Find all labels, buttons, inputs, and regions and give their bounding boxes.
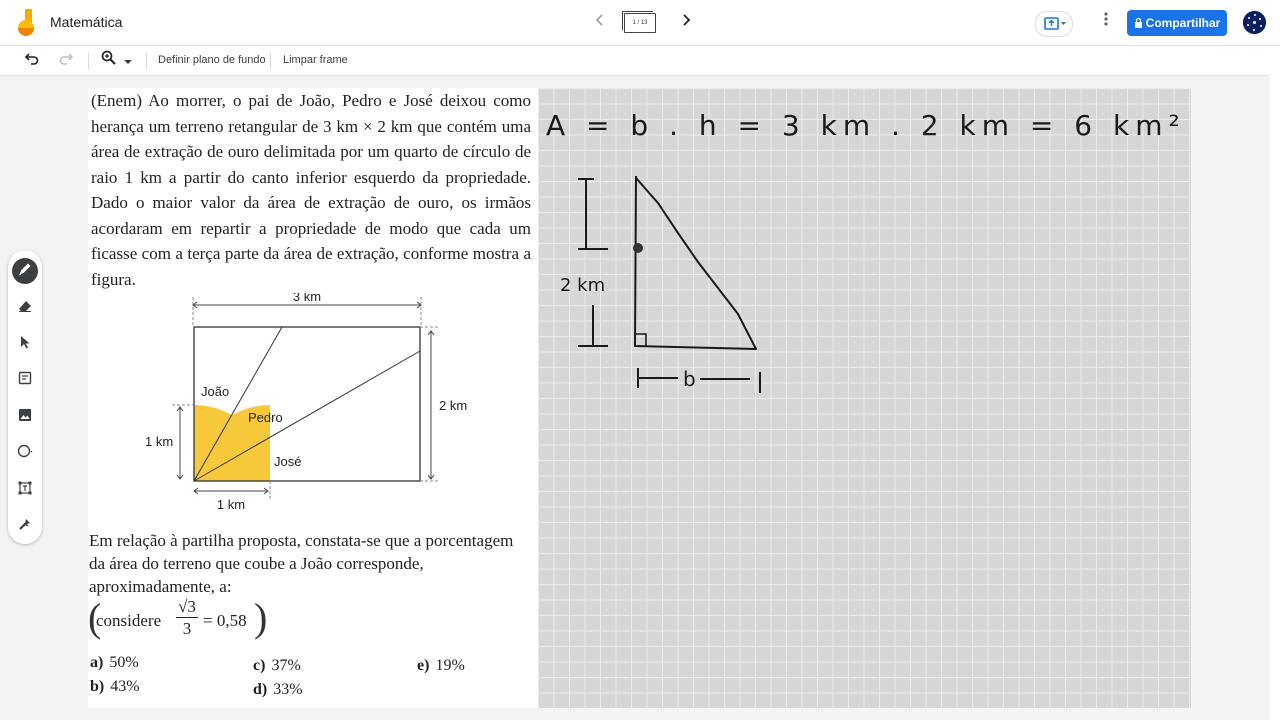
pointer-arrow-icon — [19, 335, 31, 349]
toolbar-divider — [270, 52, 271, 70]
question-prompt: Em relação à partilha proposta, constata-se que a porcentagem da área do terreno que coube a João corresponde, aproximadamente, a: — [89, 531, 514, 596]
zoom-in-icon — [101, 50, 116, 65]
share-button[interactable] — [1127, 10, 1227, 36]
caret-down-icon — [124, 59, 132, 65]
app-title: Matemática — [50, 14, 123, 30]
right-dimension-label: 2 km — [439, 398, 468, 413]
present-button[interactable] — [1035, 11, 1073, 37]
redo-button[interactable] — [55, 50, 77, 72]
jamboard-logo-icon — [16, 9, 38, 37]
laser-pointer-icon — [18, 517, 32, 531]
set-background-button[interactable]: Definir plano de fundo — [158, 54, 266, 66]
avatar-image-icon — [1243, 11, 1266, 34]
clear-frame-button[interactable]: Limpar frame — [283, 54, 348, 66]
bottom-dimension-label: 1 km — [216, 497, 246, 512]
option-b: b) 43% — [90, 678, 140, 695]
image-icon — [18, 408, 32, 422]
handwritten-annotations — [538, 88, 1191, 708]
open-paren: ( — [88, 595, 102, 640]
more-vert-icon — [1104, 12, 1108, 26]
pen-icon — [18, 262, 32, 276]
option-e: e) 19% — [417, 657, 465, 674]
toolbar-divider — [146, 52, 147, 70]
add-image-button[interactable] — [13, 405, 37, 429]
undo-icon — [25, 51, 39, 65]
chevron-left-icon — [594, 14, 606, 26]
select-tool-button[interactable] — [13, 332, 37, 356]
area-formula-text: A = b . h = 3 km . 2 km = 6 km² — [546, 109, 1186, 142]
pedro-label: Pedro — [248, 410, 283, 425]
redo-icon — [59, 51, 73, 65]
user-avatar[interactable] — [1243, 11, 1266, 34]
base-marker-line — [638, 368, 760, 393]
more-options-button[interactable] — [1098, 11, 1114, 33]
sticky-note-icon — [18, 371, 32, 385]
height-marker-bottom — [578, 305, 608, 346]
canvas-scrollbar[interactable] — [1270, 75, 1280, 720]
hint-rest: = 0,58 — [203, 611, 247, 630]
zoom-dropdown-button[interactable] — [120, 50, 136, 72]
grid-background[interactable] — [538, 88, 1191, 708]
text-box-button[interactable] — [13, 478, 37, 502]
undo-button[interactable] — [21, 50, 43, 72]
next-frame-button[interactable] — [674, 10, 698, 34]
toolbar-divider — [88, 52, 89, 70]
eraser-tool-button[interactable] — [13, 296, 37, 320]
zoom-button[interactable] — [97, 50, 119, 72]
right-angle-mark — [636, 334, 646, 346]
text-box-icon — [18, 481, 32, 495]
question-statement: (Enem) Ao morrer, o pai de João, Pedro e José deixou como herança um terreno retangular de 3 km × 2 km que contém uma área de extração de ouro delimitada por um quarto de círculo de raio 1 km a partir do canto inferior esquerdo da propriedade. Dado o maior valor da área de extração de ouro, os irmãos acordaram em repartir a propriedade de modo que cada um ficasse com a terça parte da área de extração, conforme mostra a figura. — [91, 91, 531, 289]
sticky-note-button[interactable] — [13, 368, 37, 392]
pen-tool-button[interactable] — [12, 258, 38, 284]
frame-indicator[interactable]: 1 / 13 — [624, 13, 656, 33]
cursor-dot — [633, 243, 643, 253]
drawing-tools-panel — [8, 250, 42, 544]
triangle-drawing — [635, 176, 756, 349]
close-paren: ) — [254, 595, 268, 640]
present-to-screen-icon — [1036, 12, 1072, 36]
editing-toolbar — [0, 46, 1280, 76]
chevron-right-icon — [680, 14, 692, 26]
left-dimension-label: 1 km — [145, 434, 174, 449]
jose-label: José — [274, 454, 302, 469]
circle-shape-icon — [17, 444, 33, 458]
previous-frame-button[interactable] — [588, 10, 612, 34]
share-label: Compartilhar — [1145, 16, 1221, 30]
shape-tool-button[interactable] — [13, 441, 37, 465]
question-image — [88, 88, 538, 708]
top-dimension-label: 3 km — [292, 293, 322, 304]
eraser-icon — [18, 299, 32, 313]
hint-numerator: √3 — [176, 597, 198, 618]
joao-label: João — [201, 384, 230, 399]
option-a: a) 50% — [90, 654, 139, 671]
top-bar — [0, 0, 1280, 46]
lock-icon — [1134, 18, 1143, 28]
base-label: b — [683, 367, 696, 391]
option-c: c) 37% — [253, 657, 301, 674]
height-label: 2 km — [560, 275, 606, 296]
height-marker-line — [578, 179, 608, 249]
option-d: d) 33% — [253, 681, 303, 698]
laser-tool-button[interactable] — [13, 514, 37, 538]
land-division-figure — [88, 293, 538, 533]
jam-canvas[interactable] — [88, 88, 1191, 708]
hint-word: considere — [96, 611, 162, 630]
hint-denominator: 3 — [182, 619, 192, 638]
